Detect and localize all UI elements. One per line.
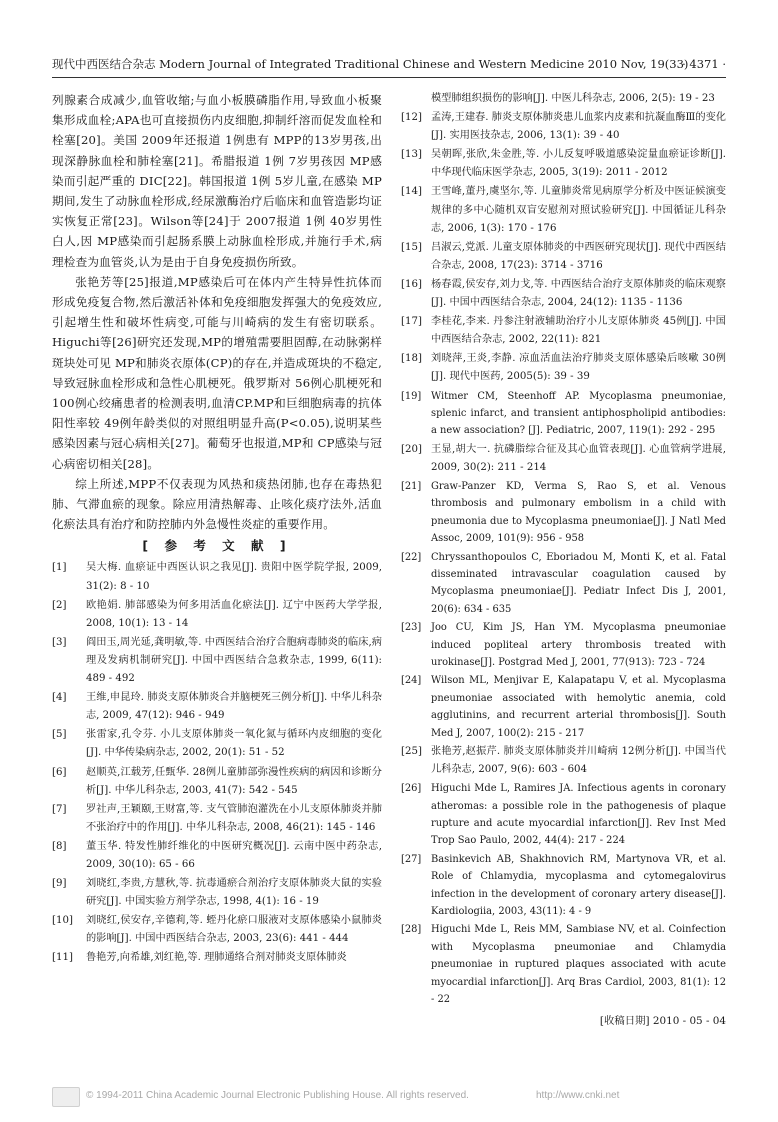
reference-text: 刘晓萍,王炎,李静. 凉血活血法治疗肺炎支原体感染后咳嗽 30例[J]. 现代中医药, 2005(5): 39 - 39	[431, 353, 726, 383]
footer-url[interactable]: http://www.cnki.net	[536, 1090, 620, 1101]
reference-text: 孟涛,王建春. 肺炎支原体肺炎患儿血浆内皮素和抗凝血酶Ⅲ的变化[J]. 实用医技杂志, 2006, 13(1): 39 - 40	[431, 112, 726, 142]
body-paragraph: 列腺素合成减少,血管收缩;与血小板膜磷脂作用,导致血小板聚集形成血栓;APA也可直接损伤内皮细胞,抑制纤溶而促发血栓和栓塞[20]。美国 2009年还报道 1例患有 MPP的13岁男孩,出现深静脉血栓和肺栓塞[21]。希腊报道 1例 7岁男孩因 MP感染而引起严重的 DIC[22]。韩国报道 1例 5岁儿童,在感染 MP期间,发生了动脉血栓形成,经尿激酶治疗后临床和血管造影均证实恢复正常[23]。Wilson等[24]于 2007报道 1例 40岁男性白人,因 MP感染而引起肠系膜上动脉血栓形成,并施行手术,病理检查为血管炎,认为是由于自身免疫损伤所致。	[52, 93, 382, 269]
reference-number: [21]	[401, 480, 422, 492]
reference-item	[401, 146, 726, 182]
header-rule	[52, 77, 726, 78]
reference-number: [19]	[401, 390, 422, 402]
reference-text: 王显,胡大一. 抗磷脂综合征及其心血管表现[J]. 心血管病学进展, 2009, 30(2): 211 - 214	[431, 443, 726, 473]
reference-text: 欧艳娟. 肺部感染为何多用活血化瘀法[J]. 辽宁中医药大学学报, 2008, 10(1): 13 - 14	[86, 599, 382, 629]
reference-item	[52, 726, 382, 762]
references-title: [ 参 考 文 献 ]	[142, 538, 292, 554]
reference-item	[401, 619, 726, 671]
reference-number: [17]	[401, 316, 422, 328]
reference-item	[401, 851, 726, 921]
reference-text: 刘晓红,李贵,方慧秋,等. 抗毒通瘀合剂治疗支原体肺炎大鼠的实验研究[J]. 中国实验方剂学杂志, 1998, 4(1): 16 - 19	[86, 878, 382, 908]
reference-text: 张艳芳,赵振芹. 肺炎支原体肺炎并川崎病 12例分析[J]. 中国当代儿科杂志, 2007, 9(6): 603 - 604	[431, 746, 726, 776]
reference-item	[52, 689, 382, 725]
reference-number: [26]	[401, 783, 422, 795]
reference-text: Witmer CM, Steenhoff AP. Mycoplasma pneumoniae, splenic infarct, and transient antiphospholipid antibodies: a new association? [J]. Pediatric, 2007, 119(1): 292 - 295	[431, 390, 726, 437]
reference-item	[52, 764, 382, 800]
reference-number: [11]	[52, 952, 73, 964]
reference-text: Chryssanthopoulos C, Eboriadou M, Monti K, et al. Fatal disseminated intravascular coagulation caused by Mycoplasma pneumoniae[J]. Pediatr Infect Dis J, 2001, 20(6): 634 - 635	[431, 551, 726, 615]
reference-text: 杨春霞,侯安存,刘力戈,等. 中西医结合治疗支原体肺炎的临床观察[J]. 中国中西医结合杂志, 2004, 24(12): 1135 - 1136	[431, 278, 726, 309]
reference-item	[401, 549, 726, 619]
reference-number: [9]	[52, 878, 67, 890]
reference-number: [14]	[401, 186, 422, 198]
reference-text: 模型肺组织损伤的影响[J]. 中医儿科杂志, 2006, 2(5): 19 - 23	[431, 93, 715, 104]
reference-text: 董玉华. 特发性肺纤维化的中医研究概况[J]. 云南中医中药杂志, 2009, 30(10): 65 - 66	[86, 840, 382, 870]
reference-item	[401, 239, 726, 275]
reference-text: 刘晓红,侯安存,辛德莉,等. 蛭丹化瘀口服液对支原体感染小鼠肺炎的影响[J]. 中国中西医结合杂志, 2003, 23(6): 441 - 444	[86, 915, 382, 945]
reference-number: [23]	[401, 622, 422, 634]
reference-item	[401, 350, 726, 386]
journal-title: 现代中西医结合杂志 Modern Journal of Integrated Traditional Chinese and Western Medicine 2010 Nov, 19(33)	[52, 57, 689, 71]
reference-text: Wilson ML, Menjivar E, Kalapatapu V, et al. Mycoplasma pneumoniae associated with hemolytic anemia, cold agglutinins, and recurrent arterial thrombosis[J]. South Med J, 2007, 100(2): 215 - 217	[431, 675, 726, 739]
reference-number: [3]	[52, 636, 67, 648]
running-header	[52, 55, 726, 73]
reference-text: Joo CU, Kim JS, Han YM. Mycoplasma pneumoniae induced popliteal artery thrombosis treated with urokinase[J]. Postgrad Med J, 2001, 77(913): 723 - 724	[431, 622, 726, 668]
reference-text: 吴大梅. 血瘀证中西医认识之我见[J]. 贵阳中医学院学报, 2009, 31(2): 8 - 10	[86, 562, 382, 592]
reference-item	[52, 838, 382, 874]
reference-item	[401, 388, 726, 440]
reference-item	[52, 875, 382, 911]
reference-item	[52, 949, 382, 967]
reference-item	[52, 801, 382, 837]
reference-number: [7]	[52, 803, 67, 815]
reference-text: Basinkevich AB, Shakhnovich RM, Martynova VR, et al. Role of Chlamydia, mycoplasma and cytomegalovirus infection in the development of coronary artery disease[J]. Kardiologiia, 2003, 43(11): 4 - 9	[431, 853, 726, 918]
reference-text: 吴朝晖,张欣,朱金胜,等. 小儿反复呼吸道感染淀量血瘀证诊断[J]. 中华现代临床医学杂志, 2005, 3(19): 2011 - 2012	[431, 149, 726, 179]
copyright-notice: © 1994-2011 China Academic Journal Electronic Publishing House. All rights reserved.	[86, 1090, 469, 1101]
reference-item	[401, 90, 726, 108]
reference-text: 罗社声,王颖颐,王财富,等. 支气管肺泡灌洗在小儿支原体肺炎并肺不张治疗中的作用[J]. 中华儿科杂志, 2008, 46(21): 145 - 146	[86, 803, 382, 833]
reference-item	[401, 921, 726, 1008]
reference-number: [24]	[401, 675, 422, 687]
reference-number: [16]	[401, 278, 422, 290]
reference-number: [10]	[52, 915, 73, 927]
reference-number: [15]	[401, 241, 422, 253]
reference-number: [13]	[401, 149, 422, 161]
reference-text: 李桂花,李来. 丹参注射液辅助治疗小儿支原体肺炎 45例[J]. 中国中西医结合杂志, 2002, 22(11): 821	[431, 316, 726, 346]
reference-text: 张雷家,孔令芬. 小儿支原体肺炎一氧化氮与循环内皮细胞的变化[J]. 中华传染病杂志, 2002, 20(1): 51 - 52	[86, 729, 382, 759]
page-number: · 4371 ·	[682, 57, 726, 71]
reference-text: 鲁艳芳,向希雄,刘红艳,等. 理肺通络合剂对肺炎支原体肺炎	[86, 952, 347, 964]
reference-number: [18]	[401, 353, 422, 365]
reference-number: [28]	[401, 924, 422, 936]
reference-item	[401, 780, 726, 850]
references-list-right	[401, 90, 726, 1008]
reference-text: 吕淑云,党派. 儿童支原体肺炎的中西医研究现状[J]. 现代中西医结合杂志, 2008, 17(23): 3714 - 3716	[431, 241, 726, 271]
body-paragraph: 张艳芳等[25]报道,MP感染后可在体内产生特异性抗体而形成免疫复合物,然后激活补体和免疫细胞发挥强大的免疫效应,引起增生性和破坏性病变,可能与川崎病的发生有密切联系。Higuchi等[26]研究还发现,MP的增殖需要胆固醇,在动脉粥样斑块处可见 MP和肺炎衣原体(CP)的存在,并造成斑块的不稳定,导致冠脉血栓形成和急性心肌梗死。俄罗斯对 56例心肌梗死和 100例心绞痛患者的检测表明,血清CP.MP和巨细胞病毒的抗体阳性率较 49例年龄类似的对照组明显升高(P<0.05),说明某些感染因素与冠心病相关[27]。葡萄牙也报道,MP和 CP感染与冠心病密切相关[28]。	[52, 274, 382, 471]
reference-number: [8]	[52, 840, 67, 852]
reference-item	[401, 313, 726, 349]
references-list-left	[52, 559, 382, 967]
reference-item	[401, 109, 726, 145]
reference-item	[401, 672, 726, 742]
reference-number: [6]	[52, 766, 67, 778]
page-footer	[52, 1087, 726, 1107]
reference-item	[401, 183, 726, 237]
reference-number: [2]	[52, 599, 67, 611]
reference-number: [4]	[52, 692, 67, 704]
reference-number: [20]	[401, 443, 422, 455]
cnki-logo-icon	[52, 1087, 80, 1107]
reference-item	[401, 743, 726, 779]
reference-text: 赵顺英,江载芳,任甄华. 28例儿童肺部弥漫性疾病的病因和诊断分析[J]. 中华儿科杂志, 2003, 41(7): 542 - 545	[86, 766, 382, 796]
reference-item	[52, 559, 382, 595]
reference-number: [27]	[401, 853, 422, 865]
reference-text: 王雪峰,董丹,虞坚尔,等. 儿童肺炎常见病原学分析及中医证候演变规律的多中心随机双盲安慰剂对照试验研究[J]. 中国循证儿科杂志, 2006, 1(3): 170 - 176	[431, 186, 726, 234]
reference-item	[401, 478, 726, 548]
reference-number: [12]	[401, 112, 422, 124]
reference-number: [25]	[401, 746, 422, 757]
reference-text: 王维,申昆玲. 肺炎支原体肺炎合并脑梗死三例分析[J]. 中华儿科杂志, 2009, 47(12): 946 - 949	[86, 692, 382, 722]
reference-text: Graw-Panzer KD, Verma S, Rao S, et al. Venous thrombosis and pulmonary embolism in a child with pneumonia due to Mycoplasma pneumoniae[J]. J Natl Med Assoc, 2009, 101(9): 956 - 958	[431, 480, 726, 545]
received-date: [收稿日期] 2010 - 05 - 04	[599, 1015, 726, 1028]
reference-item	[52, 634, 382, 688]
reference-number: [1]	[52, 562, 67, 574]
reference-text: Higuchi Mde L, Ramires JA. Infectious agents in coronary atheromas: a possible role in the pathogenesis of plaque rupture and acute myocardial infarction[J]. Rev Inst Med Trop Sao Paulo, 2002, 44(4): 217 - 224	[431, 783, 726, 847]
right-column	[401, 90, 726, 1032]
reference-item	[52, 912, 382, 948]
reference-item	[401, 276, 726, 312]
reference-text: 阎田玉,周光延,龚明敏,等. 中西医结合治疗合胞病毒肺炎的临床,病理及发病机制研究[J]. 中国中西医结合急救杂志, 1999, 6(11): 489 - 492	[86, 636, 382, 685]
reference-number: [5]	[52, 729, 67, 741]
reference-item	[52, 597, 382, 633]
left-column	[52, 90, 382, 969]
body-paragraph: 综上所述,MPP不仅表现为风热和痰热闭肺,也存在毒热犯肺、气滞血瘀的现象。除应用清热解毒、止咳化痰疗法外,活血化瘀法具有治疗和防控肺内外急慢性炎症的重要作用。	[52, 476, 382, 532]
reference-text: Higuchi Mde L, Reis MM, Sambiase NV, et al. Coinfection with Mycoplasma pneumoniae and Chlamydia pneumoniae in ruptured plaques associated with acute myocardial infarction[J]. Arq Bras Cardiol, 2003, 81(1): 12 - 22	[431, 924, 726, 1006]
reference-item	[401, 441, 726, 477]
reference-number: [22]	[401, 551, 422, 563]
